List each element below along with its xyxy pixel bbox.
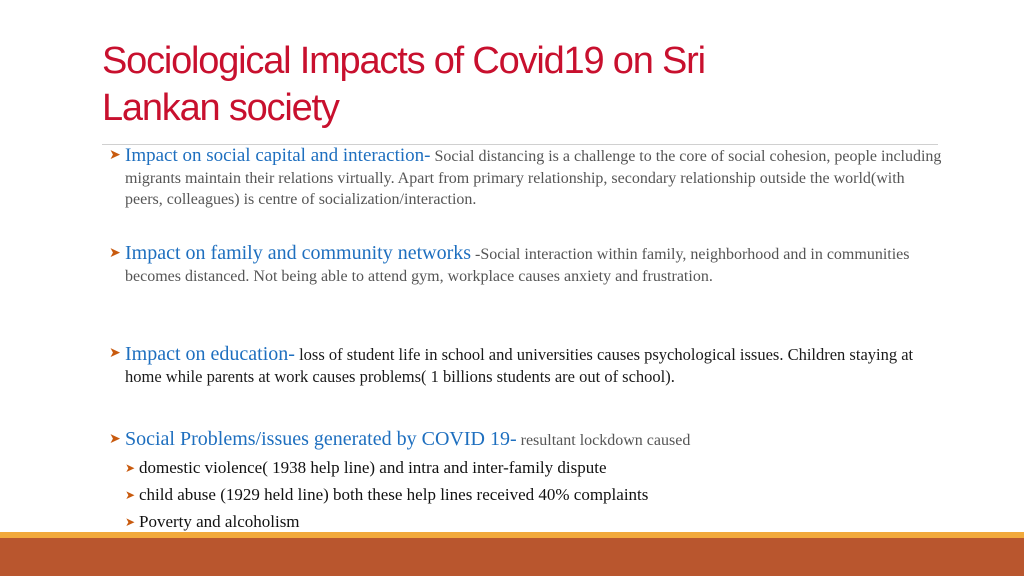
slide-title-line-1: Sociological Impacts of Covid19 on Sri <box>102 40 705 82</box>
bullet-body: resultant lockdown caused <box>516 432 691 449</box>
slide-title-line-2: Lankan society <box>102 87 339 129</box>
bullet-text <box>125 243 944 287</box>
arrow-bullet-icon: ➤ <box>109 245 121 261</box>
subbullet-text: child abuse (1929 held line) both these help lines received 40% complaints <box>139 485 649 504</box>
subbullet-item <box>125 512 905 532</box>
bullet-body: Social distancing is a challenge to the core of social cohesion, people including migrants maintain their relations virtually. Apart from primary relationship, secondary relationship outside the world(with peers, colleagues) is centre of socialization/interaction. <box>125 148 942 208</box>
arrow-bullet-icon: ➤ <box>109 431 121 447</box>
bullet-text <box>125 427 944 453</box>
bullet-education <box>109 343 944 388</box>
arrow-bullet-icon: ➤ <box>125 461 136 475</box>
subbullet-item <box>125 485 905 505</box>
arrow-bullet-icon: ➤ <box>125 488 136 502</box>
bullet-lead: Impact on social capital and interaction- <box>125 145 431 166</box>
arrow-bullet-icon: ➤ <box>109 147 121 163</box>
subbullet-text: domestic violence( 1938 help line) and intra and inter-family dispute <box>139 458 607 477</box>
arrow-bullet-icon: ➤ <box>125 515 136 529</box>
bullet-lead: Social Problems/issues generated by COVID 19- <box>125 428 517 450</box>
footer-bar <box>0 538 1024 576</box>
bullet-lead: Impact on education- <box>125 343 295 365</box>
bullet-body: loss of student life in school and universities causes psychological issues. Children staying at home while parents at work causes problems( 1 billions students are out of school). <box>125 345 914 386</box>
bullet-lead: Impact on family and community networks <box>125 242 472 264</box>
bullet-body: -Social interaction within family, neighborhood and in communities becomes distanced. Not being able to attend gym, workplace causes anxiety and frustration. <box>125 246 910 285</box>
bullet-text <box>125 343 944 388</box>
bullet-social-problems <box>109 427 944 453</box>
arrow-bullet-icon: ➤ <box>109 345 121 361</box>
bullet-text <box>125 145 944 211</box>
bullet-social-capital <box>109 145 944 211</box>
bullet-family-community <box>109 243 944 287</box>
subbullet-item <box>125 458 905 478</box>
subbullet-text: Poverty and alcoholism <box>139 512 300 531</box>
slide-title <box>102 38 922 132</box>
